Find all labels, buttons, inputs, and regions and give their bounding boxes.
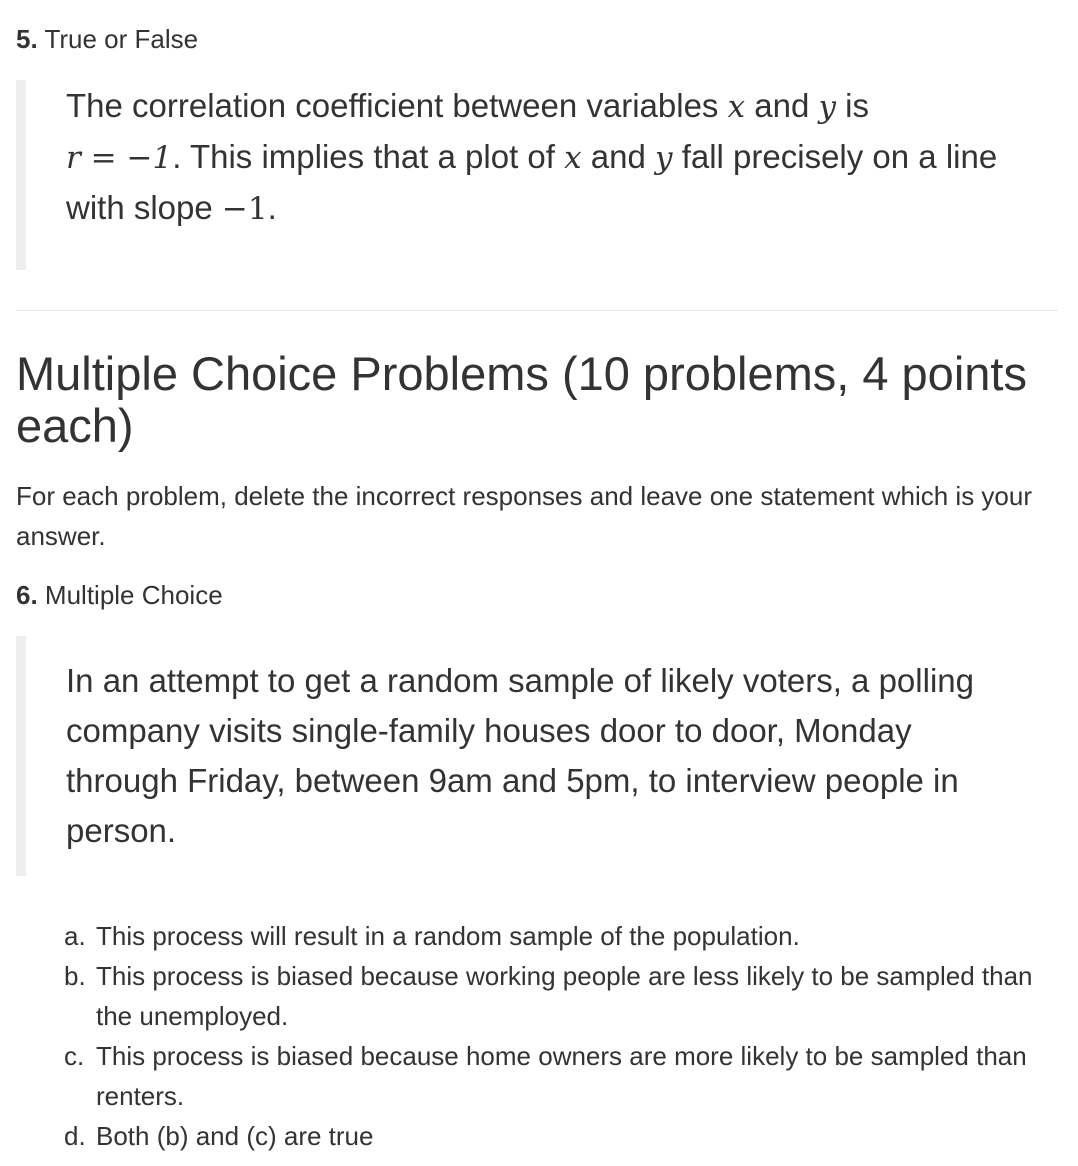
problem-6-number: 6. xyxy=(16,580,38,610)
math-r-equation: r = −1 xyxy=(66,140,173,176)
choice-a[interactable] xyxy=(16,916,1060,956)
problem-6-statement-block xyxy=(16,636,1016,876)
choice-letter: c. xyxy=(64,1041,85,1071)
math-x: x xyxy=(727,89,746,125)
section-divider xyxy=(16,310,1058,311)
problem-5-type: True or False xyxy=(44,24,199,54)
problem-5-heading xyxy=(16,24,198,54)
statement-text: and xyxy=(745,87,819,124)
choice-text: Both (b) and (c) are true xyxy=(96,1121,374,1151)
section-title: Multiple Choice Problems (10 problems, 4 points each) xyxy=(16,347,1027,452)
problem-5-statement-block xyxy=(16,80,1016,270)
choice-text: This process is biased because working people are less likely to be sampled than the unemployed. xyxy=(96,961,1033,1031)
section-instructions: For each problem, delete the incorrect responses and leave one statement which is your answer. xyxy=(16,481,1032,551)
math-slope: −1 xyxy=(221,191,268,227)
choice-text: This process will result in a random sample of the population. xyxy=(96,921,800,951)
choice-d[interactable] xyxy=(16,1116,1060,1156)
statement-text: and xyxy=(581,138,656,175)
choice-letter: b. xyxy=(64,961,86,991)
problem-6-type: Multiple Choice xyxy=(44,580,223,610)
statement-text: . xyxy=(267,189,277,226)
problem-5-number: 5. xyxy=(16,24,38,54)
math-y: y xyxy=(655,140,673,176)
choice-letter: a. xyxy=(64,921,86,951)
statement-text: is xyxy=(836,87,870,124)
choice-c[interactable] xyxy=(16,1036,1060,1116)
choice-b[interactable] xyxy=(16,956,1060,1036)
math-y: y xyxy=(818,89,837,125)
choice-text: This process is biased because home owners are more likely to be sampled than renters. xyxy=(96,1041,1027,1111)
statement-text: fall precisely on a line with slope xyxy=(66,138,998,226)
statement-text: The correlation coefficient between variables xyxy=(66,87,728,124)
problem-5-statement xyxy=(66,81,1016,234)
choice-letter: d. xyxy=(64,1121,86,1151)
statement-text: . This implies that a plot of xyxy=(172,138,565,175)
answer-choices xyxy=(16,916,1060,1156)
problem-6-heading xyxy=(16,580,223,610)
math-x: x xyxy=(564,140,582,176)
problem-6-statement: In an attempt to get a random sample of likely voters, a polling company visits single-family houses door to door, Monday through Friday, between 9am and 5pm, to interview people in person. xyxy=(66,662,974,849)
